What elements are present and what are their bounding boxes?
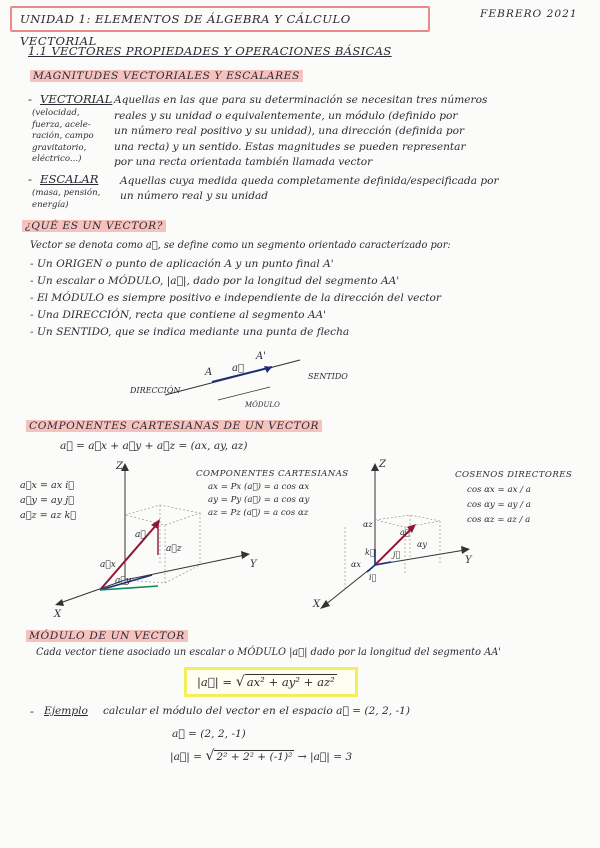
vectorial-label: VECTORIAL — [40, 92, 113, 106]
alpha-z-label: αz — [363, 520, 373, 529]
unit-j-label: j⃗ — [393, 550, 401, 559]
unit-i-label: i⃗ — [369, 573, 377, 582]
axis-y — [125, 555, 245, 580]
unit-title-box — [10, 6, 430, 48]
label-A-prime: A' — [256, 351, 266, 362]
ejemplo-result: |a⃗| = √ 2² + 2² + (-1)² → |a⃗| = 3 — [170, 748, 353, 764]
cc-title: COMPONENTES CARTESIANAS — [196, 469, 349, 479]
vector-intro: Vector se denota como a⃗, se define como un segmento orientado caracterizado por: — [30, 240, 451, 251]
ejemplo-vector: a⃗ = (2, 2, -1) — [172, 728, 246, 740]
escalar-dash: - — [28, 172, 32, 186]
module-span — [218, 387, 270, 400]
unit-i — [367, 565, 375, 572]
vector-diagram — [120, 345, 380, 415]
vector-properties-list — [30, 256, 441, 341]
label-sentido: SENTIDO — [308, 372, 348, 381]
ejemplo-label: Ejemplo — [44, 705, 88, 717]
modulo-text: Cada vector tiene asociado un escalar o MÓDULO |a⃗| dado por la longitud del segmento AA' — [36, 647, 501, 658]
direction-cosines: COSENOS DIRECTORES cos αx = ax / a cos αy = ay / a cos αz = az / a — [455, 470, 573, 525]
components-figure-1 — [40, 455, 270, 620]
vec-a-label: a⃗ — [135, 530, 146, 540]
axis-y-label: Y — [250, 559, 257, 570]
escalar-definition: Aquellas cuya medida queda completamente definida/especificada por un número real y su unidad — [120, 175, 499, 202]
cartesian-components: COMPONENTES CARTESIANAS ax = Px (a⃗) = a cos αx ay = Py (a⃗) = a cos αy az = Pz (a⃗) = a cos αz — [196, 469, 349, 518]
escalar-label: ESCALAR — [40, 172, 99, 186]
componentes-heading: COMPONENTES CARTESIANAS DE UN VECTOR — [26, 420, 322, 432]
components-figure-2 — [305, 455, 475, 620]
unit-vector-components: a⃗x = ax i⃗ a⃗y = ay j⃗ a⃗z = az k⃗ — [20, 480, 77, 521]
label-vec: a⃗ — [232, 363, 244, 374]
label-A: A — [205, 367, 213, 378]
list-item: - Un SENTIDO, que se indica mediante una punta de flecha — [30, 326, 350, 338]
vectorial-definition: Aquellas en las que para su determinación se necesitan tres números reales y su unidad o equivalentemente, un módulo (definido por un número real positivo y su unidad), una dirección (definida por una recta) y un sentido. Estas magnitudes se pueden representar por una recta orientada también llamada vector — [114, 94, 488, 168]
axis-z-label: Z — [116, 461, 123, 472]
modulo-formula-lhs: |a⃗| = — [197, 675, 233, 689]
unit-k-label: k⃗ — [365, 548, 375, 557]
list-item: - Una DIRECCIÓN, recta que contiene al segmento AA' — [30, 309, 327, 321]
vec-a-label: a⃗ — [400, 528, 410, 537]
cos-title: COSENOS DIRECTORES — [455, 470, 573, 480]
vectorial-aside: (velocidad, fuerza, acele- ración, campo gravitatorio, eléctrico...) — [32, 108, 94, 164]
axis-x-label: X — [54, 609, 62, 620]
escalar-aside: (masa, pensión, energía) — [32, 188, 101, 210]
axis-z-label: Z — [379, 459, 386, 470]
modulo-heading: MÓDULO DE UN VECTOR — [26, 630, 188, 642]
list-item: - Un escalar o MÓDULO, |a⃗|, dado por la longitud del segmento AA' — [30, 275, 400, 287]
vec-ax-label: a⃗x — [100, 560, 116, 570]
axis-y-label: Y — [465, 555, 472, 566]
vec-az-label: a⃗z — [166, 544, 182, 554]
componentes-formula: a⃗ = a⃗x + a⃗y + a⃗z = (ax, ay, az) — [60, 440, 248, 452]
unit-title: UNIDAD 1: ELEMENTOS DE ÁLGEBRA Y CÁLCULO VECTORIAL — [20, 12, 351, 48]
axis-x-label: X — [313, 599, 321, 610]
alpha-x-label: αx — [351, 560, 361, 569]
vectorial-dash: - — [28, 92, 32, 106]
list-item: - El MÓDULO es siempre positivo e independiente de la dirección del vector — [30, 292, 441, 304]
modulo-formula-radicand: ax² + ay² + az² — [246, 675, 335, 689]
section-title: 1.1 VECTORES PROPIEDADES Y OPERACIONES BÁSICAS — [28, 44, 392, 58]
label-modulo: MÓDULO — [245, 401, 280, 409]
alpha-y-label: αy — [417, 540, 427, 549]
modulo-formula-box: |a⃗| = √ ax² + ay² + az² — [184, 667, 358, 697]
ejemplo-text: calcular el módulo del vector en el espacio a⃗ = (2, 2, -1) — [103, 705, 410, 717]
que-es-heading: ¿QUÉ ES UN VECTOR? — [22, 220, 166, 232]
date: FEBRERO 2021 — [480, 8, 578, 20]
ejemplo-dash: - — [30, 704, 34, 718]
vec-ay-label: a⃗y — [115, 576, 131, 586]
list-item: - Un ORIGEN o punto de aplicación A y un punto final A' — [30, 258, 334, 270]
label-direccion: DIRECCIÓN — [130, 386, 181, 395]
magnitudes-heading: MAGNITUDES VECTORIALES Y ESCALARES — [30, 70, 303, 82]
